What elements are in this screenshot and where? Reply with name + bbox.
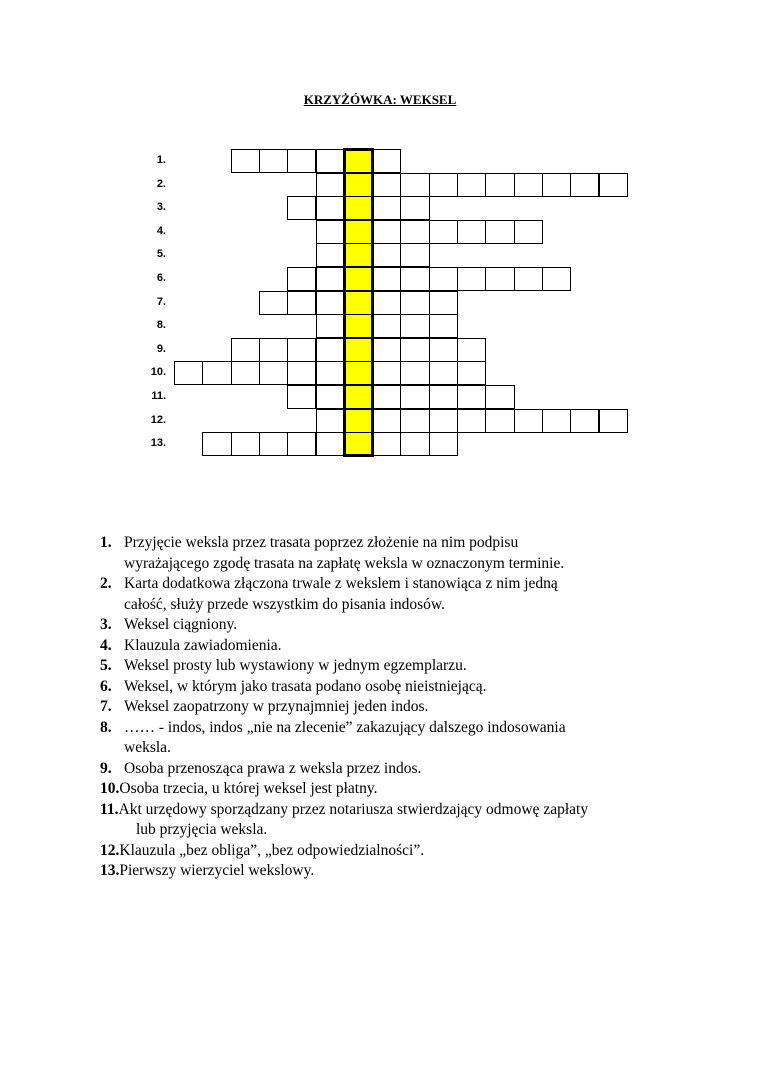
letter-cell[interactable] (287, 432, 316, 456)
clue-line (100, 636, 700, 657)
clue-text: Pierwszy wierzyciel wekslowy. (119, 862, 315, 879)
key-cell[interactable] (344, 243, 373, 267)
row-number: 1. (156, 154, 166, 166)
letter-cell[interactable] (457, 361, 486, 385)
letter-cell[interactable] (514, 173, 543, 197)
clue-text: Osoba trzecia, u której weksel jest płatny. (119, 780, 378, 797)
letter-cell[interactable] (485, 409, 514, 433)
clue-item (100, 718, 700, 759)
row-number: 5. (156, 248, 166, 261)
clue-text: Weksel prosty lub wystawiony w jednym egzemplarzu. (124, 657, 467, 674)
clue-number: 5. (100, 657, 112, 674)
clue-line: lub przyjęcia weksla. (136, 821, 268, 838)
letter-cell[interactable] (316, 173, 345, 197)
clue-number: 8. (100, 718, 112, 736)
letter-cell[interactable] (457, 385, 486, 409)
letter-cell[interactable] (316, 361, 345, 385)
letter-cell[interactable] (429, 220, 458, 244)
letter-cell[interactable] (400, 173, 429, 197)
row-number: 7. (156, 295, 166, 308)
letter-cell[interactable] (316, 432, 345, 456)
letter-cell[interactable] (316, 267, 345, 291)
letter-cell[interactable] (429, 314, 458, 338)
letter-cell[interactable] (259, 291, 288, 315)
row-number: 4. (156, 224, 166, 237)
letter-cell[interactable] (570, 409, 599, 433)
clue-number: 3. (100, 616, 112, 633)
letter-cell[interactable] (372, 361, 401, 385)
clue-line: weksla. (124, 739, 171, 756)
key-cell[interactable] (344, 291, 373, 315)
clue-item (100, 697, 700, 718)
clue-item (100, 779, 700, 800)
letter-cell[interactable] (372, 338, 401, 362)
key-cell[interactable] (344, 338, 373, 362)
letter-cell[interactable] (287, 267, 316, 291)
letter-cell[interactable] (429, 338, 458, 362)
key-cell[interactable] (344, 432, 373, 456)
key-cell[interactable] (344, 409, 373, 433)
row-number: 2. (156, 177, 166, 190)
key-cell[interactable] (344, 220, 373, 244)
clue-item (100, 841, 700, 862)
letter-cell[interactable] (372, 196, 401, 220)
letter-cell[interactable] (485, 173, 514, 197)
clue-line (100, 533, 700, 554)
letter-cell[interactable] (400, 220, 429, 244)
clue-line (100, 718, 700, 739)
letter-cell[interactable] (287, 196, 316, 220)
clue-line (100, 574, 700, 595)
clue-text: Akt urzędowy sporządzany przez notariusza stwierdzający odmowę zapłaty (118, 800, 589, 818)
clue-line: całość, służy przede wszystkim do pisania indosów. (124, 595, 445, 613)
row-number: 6. (156, 272, 166, 284)
letter-cell[interactable] (542, 267, 571, 291)
letter-cell[interactable] (485, 220, 514, 244)
letter-cell[interactable] (485, 267, 514, 291)
clue-line (100, 841, 700, 862)
clue-line (100, 615, 700, 636)
letter-cell[interactable] (372, 314, 401, 338)
letter-cell[interactable] (542, 173, 571, 197)
row-number: 10. (150, 366, 166, 379)
letter-cell[interactable] (174, 361, 203, 385)
clue-number: 2. (100, 575, 112, 592)
letter-cell[interactable] (429, 385, 458, 409)
letter-cell[interactable] (372, 173, 401, 197)
letter-cell[interactable] (259, 432, 288, 456)
letter-cell[interactable] (316, 314, 345, 338)
clue-number: 10. (100, 780, 120, 797)
clue-number: 7. (100, 698, 112, 715)
clue-item (100, 615, 700, 636)
row-number: 11. (151, 390, 166, 402)
letter-cell[interactable] (457, 173, 486, 197)
letter-cell[interactable] (485, 385, 514, 409)
letter-cell[interactable] (400, 243, 429, 267)
letter-cell[interactable] (231, 361, 260, 385)
clue-text: Osoba przenosząca prawa z weksla przez indos. (124, 759, 422, 777)
clue-item (100, 533, 700, 574)
letter-cell[interactable] (372, 149, 401, 173)
clue-item (100, 636, 700, 657)
clue-line (100, 697, 700, 718)
clue-line (100, 779, 700, 800)
letter-cell[interactable] (514, 409, 543, 433)
page-title: KRZYŻÓWKA: WEKSEL (303, 92, 457, 107)
row-number: 3. (156, 201, 166, 214)
letter-cell[interactable] (202, 361, 231, 385)
key-cell[interactable] (344, 314, 373, 338)
clue-item (100, 759, 700, 780)
clue-text: Weksel zaopatrzony w przynajmniej jeden indos. (124, 698, 429, 715)
letter-cell[interactable] (429, 432, 458, 456)
letter-cell[interactable] (372, 220, 401, 244)
clue-text: Przyjęcie weksla przez trasata poprzez złożenie na nim podpisu (124, 534, 519, 551)
letter-cell[interactable] (400, 338, 429, 362)
clue-text: Karta dodatkowa złączona trwale z wekslem i stanowiąca z nim jedną (124, 575, 558, 592)
letter-cell[interactable] (316, 149, 345, 173)
clue-line (100, 861, 700, 882)
letter-cell[interactable] (231, 338, 260, 362)
letter-cell[interactable] (287, 149, 316, 173)
letter-cell[interactable] (202, 432, 231, 456)
letter-cell[interactable] (599, 173, 628, 197)
letter-cell[interactable] (231, 432, 260, 456)
clue-item (100, 861, 700, 882)
clue-number: 4. (100, 636, 112, 654)
clue-text: Weksel, w którym jako trasata podano osobę nieistniejącą. (124, 677, 487, 695)
clue-line (100, 677, 700, 698)
letter-cell[interactable] (316, 220, 345, 244)
letter-cell[interactable] (372, 267, 401, 291)
letter-cell[interactable] (259, 361, 288, 385)
key-cell[interactable] (344, 385, 373, 409)
letter-cell[interactable] (457, 220, 486, 244)
row-number: 13. (150, 437, 166, 450)
clue-number: 12. (100, 841, 120, 859)
letter-cell[interactable] (514, 220, 543, 244)
letter-cell[interactable] (372, 243, 401, 267)
letter-cell[interactable] (259, 338, 288, 362)
key-cell[interactable] (344, 196, 373, 220)
letter-cell[interactable] (316, 291, 345, 315)
letter-cell[interactable] (429, 267, 458, 291)
clue-text: Klauzula zawiadomienia. (124, 636, 282, 654)
clue-number: 13. (100, 862, 120, 879)
letter-cell[interactable] (400, 314, 429, 338)
letter-cell[interactable] (287, 291, 316, 315)
letter-cell[interactable] (400, 267, 429, 291)
clue-text: Klauzula „bez obliga”, „bez odpowiedzialności”. (119, 841, 425, 859)
key-cell[interactable] (344, 149, 373, 173)
letter-cell[interactable] (457, 409, 486, 433)
letter-cell[interactable] (316, 196, 345, 220)
letter-cell[interactable] (429, 173, 458, 197)
letter-cell[interactable] (457, 267, 486, 291)
clue-number: 1. (100, 534, 112, 551)
letter-cell[interactable] (570, 173, 599, 197)
clue-number: 9. (100, 759, 112, 777)
letter-cell[interactable] (599, 409, 628, 433)
key-cell[interactable] (344, 267, 373, 291)
letter-cell[interactable] (457, 338, 486, 362)
clue-list (100, 533, 700, 882)
letter-cell[interactable] (429, 409, 458, 433)
row-number: 9. (156, 342, 166, 355)
letter-cell[interactable] (400, 409, 429, 433)
letter-cell[interactable] (231, 149, 260, 173)
letter-cell[interactable] (316, 338, 345, 362)
clue-line (100, 656, 700, 677)
letter-cell[interactable] (429, 291, 458, 315)
letter-cell[interactable] (400, 196, 429, 220)
letter-cell[interactable] (259, 149, 288, 173)
letter-cell[interactable] (372, 432, 401, 456)
letter-cell[interactable] (400, 432, 429, 456)
clue-number: 11. (100, 800, 119, 818)
key-cell[interactable] (344, 361, 373, 385)
letter-cell[interactable] (287, 361, 316, 385)
letter-cell[interactable] (287, 385, 316, 409)
clue-line (100, 800, 700, 821)
letter-cell[interactable] (400, 291, 429, 315)
letter-cell[interactable] (372, 385, 401, 409)
row-number: 8. (156, 319, 166, 332)
letter-cell[interactable] (316, 243, 345, 267)
clue-line: wyrażającego zgodę trasata na zapłatę weksla w oznaczonym terminie. (124, 554, 565, 572)
letter-cell[interactable] (372, 291, 401, 315)
clue-text: …… - indos, indos „nie na zlecenie” zakazujący dalszego indosowania (124, 718, 566, 736)
key-cell[interactable] (344, 173, 373, 197)
clue-text: Weksel ciągniony. (124, 616, 238, 633)
letter-cell[interactable] (372, 409, 401, 433)
letter-cell[interactable] (429, 361, 458, 385)
letter-cell[interactable] (316, 385, 345, 409)
letter-cell[interactable] (542, 409, 571, 433)
clue-item (100, 574, 700, 615)
clue-item (100, 800, 700, 841)
letter-cell[interactable] (287, 338, 316, 362)
row-number: 12. (150, 413, 166, 426)
letter-cell[interactable] (316, 409, 345, 433)
letter-cell[interactable] (400, 385, 429, 409)
clue-item (100, 656, 700, 677)
clue-number: 6. (100, 677, 112, 695)
crossword-grid (0, 0, 760, 480)
clue-line (100, 759, 700, 780)
letter-cell[interactable] (514, 267, 543, 291)
letter-cell[interactable] (400, 361, 429, 385)
clue-item (100, 677, 700, 698)
